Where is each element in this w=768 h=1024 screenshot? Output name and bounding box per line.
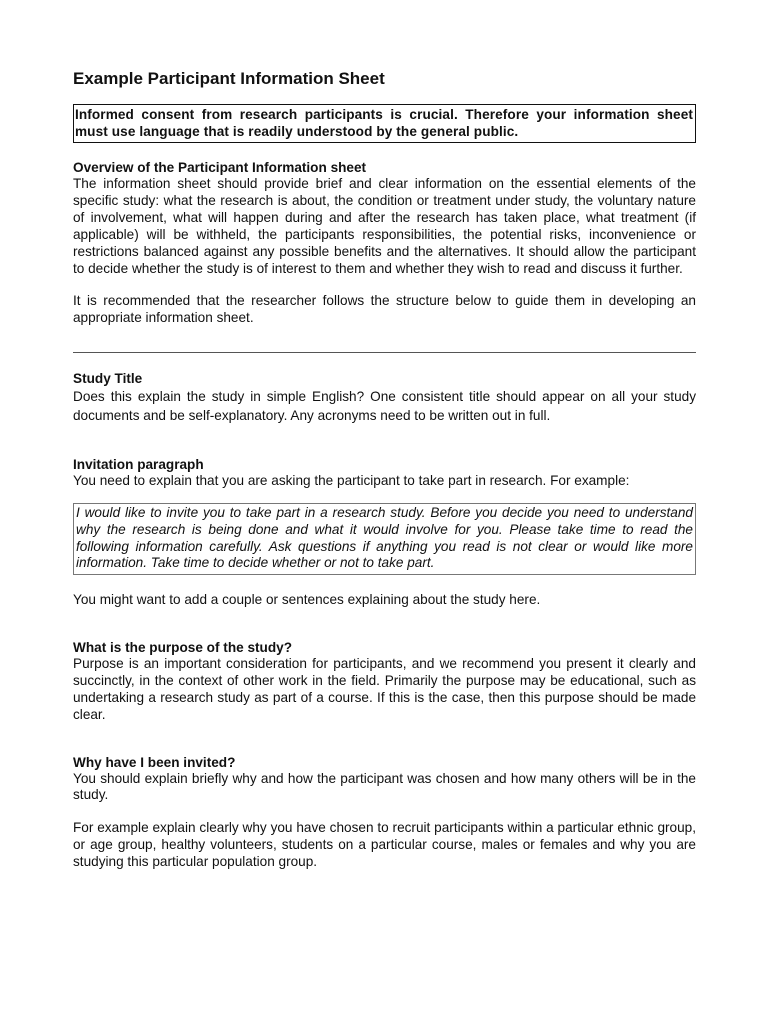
why-invited-paragraph: You should explain briefly why and how the participant was chosen and how many others will be in the study. — [73, 770, 696, 803]
consent-notice-box: Informed consent from research participants is crucial. Therefore your information sheet must use language that is readily understood by the general public. — [73, 104, 696, 143]
section-study-title — [73, 370, 696, 425]
why-invited-example-paragraph: For example explain clearly why you have chosen to recruit participants within a particular ethnic group, or age group, healthy volunteers, students on a particular course, males or females and why you are studying this particular population group. — [73, 820, 696, 870]
why-invited-heading: Why have I been invited? — [73, 754, 236, 770]
document-page — [73, 62, 696, 871]
horizontal-divider — [73, 352, 696, 353]
purpose-heading: What is the purpose of the study? — [73, 639, 293, 655]
section-invitation — [73, 456, 696, 609]
overview-paragraph: The information sheet should provide brief and clear information on the essential elements of the specific study: what the research is about, the condition or treatment under study, the voluntary nature of involvement, what will happen during and after the research has taken place, what treatment (if applicable) will be withheld, the participants responsibilities, the potential risks, inconvenience or restrictions balanced against any possible benefits and the alternatives. It should allow the participant to decide whether the study is of interest to them and whether they wish to read and discuss it further. — [73, 176, 696, 276]
study-title-paragraph: Does this explain the study in simple English? One consistent title should appear on all your study documents and be self-explanatory. Any acronyms need to be written out in full. — [73, 389, 696, 424]
purpose-paragraph: Purpose is an important consideration for participants, and we recommend you present it clearly and succinctly, in the context of other work in the field. Primarily the purpose may be educational, such as undertaking a research study as part of a course. If this is the case, then this purpose should be made clear. — [73, 655, 696, 722]
invitation-paragraph: You need to explain that you are asking the participant to take part in research. For example: — [73, 473, 630, 489]
study-title-heading: Study Title — [73, 371, 143, 387]
section-overview — [73, 159, 696, 327]
document-title: Example Participant Information Sheet — [73, 69, 385, 88]
overview-heading: Overview of the Participant Information sheet — [73, 160, 367, 175]
overview-recommendation-paragraph: It is recommended that the researcher follows the structure below to guide them in developing an appropriate information sheet. — [73, 293, 696, 326]
section-why-invited — [73, 754, 696, 872]
section-purpose — [73, 639, 696, 724]
invitation-heading: Invitation paragraph — [73, 457, 204, 473]
invitation-followup-paragraph: You might want to add a couple or sentences explaining about the study here. — [73, 591, 541, 607]
invitation-example-box: I would like to invite you to take part in a research study. Before you decide you need to understand why the research is being done and what it would involve for you. Please take time to read the following information carefully. Ask questions if anything you read is not clear or would like more information. Take time to decide whether or not to take part. — [73, 503, 696, 575]
